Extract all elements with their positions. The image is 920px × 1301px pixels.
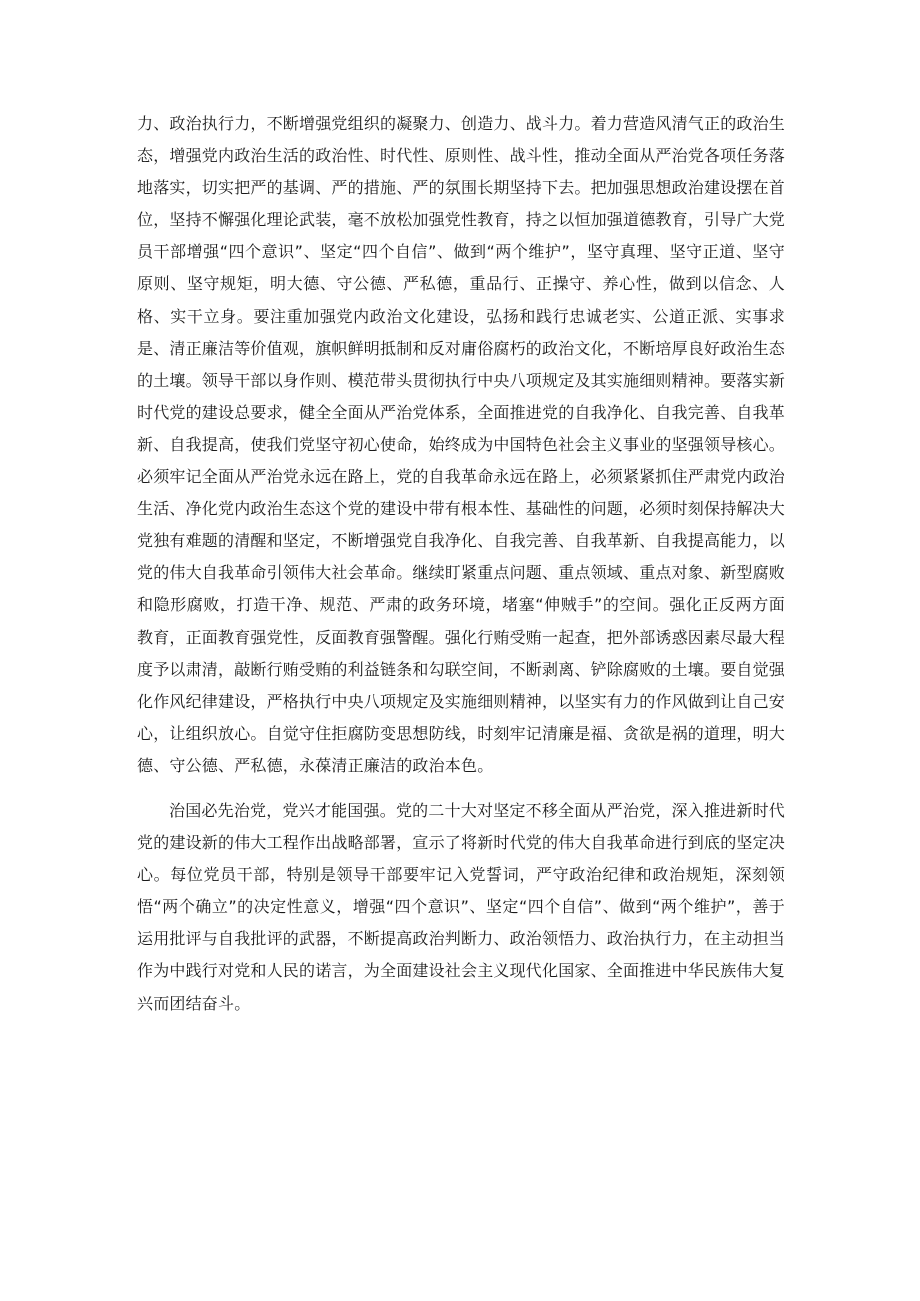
paragraph-continued: 力、政治执行力，不断增强党组织的凝聚力、创造力、战斗力。着力营造风清气正的政治生态，增强党内政治生活的政治性、时代性、原则性、战斗性，推动全面从严治党各项任务落地落实，切实把严的基调、严的措施、严的氛围长期坚持下去。把加强思想政治建设摆在首位，坚持不懈强化理论武装，毫不放松加强党性教育，持之以恒加强道德教育，引导广大党员干部增强“四个意识”、坚定“四个自信”、做到“两个维护”，坚守真理、坚守正道、坚守原则、坚守规矩，明大德、守公德、严私德，重品行、正操守、养心性，做到以信念、人格、实干立身。要注重加强党内政治文化建设，弘扬和践行忠诚老实、公道正派、实事求是、清正廉洁等价值观，旗帜鲜明抵制和反对庸俗腐朽的政治文化，不断培厚良好政治生态的土壤。领导干部以身作则、模范带头贯彻执行中央八项规定及其实施细则精神。要落实新时代党的建设总要求，健全全面从严治党体系，全面推进党的自我净化、自我完善、自我革新、自我提高，使我们党坚守初心使命，始终成为中国特色社会主义事业的坚强领导核心。必须牢记全面从严治党永远在路上，党的自我革命永远在路上，必须紧紧抓住严肃党内政治生活、净化党内政治生态这个党的建设中带有根本性、基础性的问题，必须时刻保持解决大党独有难题的清醒和坚定，不断增强党自我净化、自我完善、自我革新、自我提高能力，以党的伟大自我革命引领伟大社会革命。继续盯紧重点问题、重点领域、重点对象、新型腐败和隐形腐败，打造干净、规范、严肃的政务环境，堵塞“伸贼手”的空间。强化正反两方面教育，正面教育强党性，反面教育强警醒。强化行贿受贿一起查，把外部诱惑因素尽最大程度予以肃清，敲断行贿受贿的利益链条和勾联空间，不断剥离、铲除腐败的土壤。要自觉强化作风纪律建设，严格执行中央八项规定及实施细则精神，以坚实有力的作风做到让自己安心，让组织放心。自觉守住拒腐防变思想防线，时刻牢记清廉是福、贪欲是祸的道理，明大德、守公德、严私德，永葆清正廉洁的政治本色。 — [137, 114, 786, 775]
paragraph-conclusion: 治国必先治党，党兴才能国强。党的二十大对坚定不移全面从严治党，深入推进新时代党的建设新的伟大工程作出战略部署，宣示了将新时代党的伟大自我革命进行到底的坚定决心。每位党员干部，特别是领导干部要牢记入党誓词，严守政治纪律和政治规矩，深刻领悟“两个确立”的决定性意义，增强“四个意识”、坚定“四个自信”、做到“两个维护”，善于运用批评与自我批评的武器，不断提高政治判断力、政治领悟力、政治执行力，在主动担当作为中践行对党和人民的诺言，为全面建设社会主义现代化国家、全面推进中华民族伟大复兴而团结奋斗。 — [137, 800, 786, 1013]
document-body — [137, 108, 785, 1020]
